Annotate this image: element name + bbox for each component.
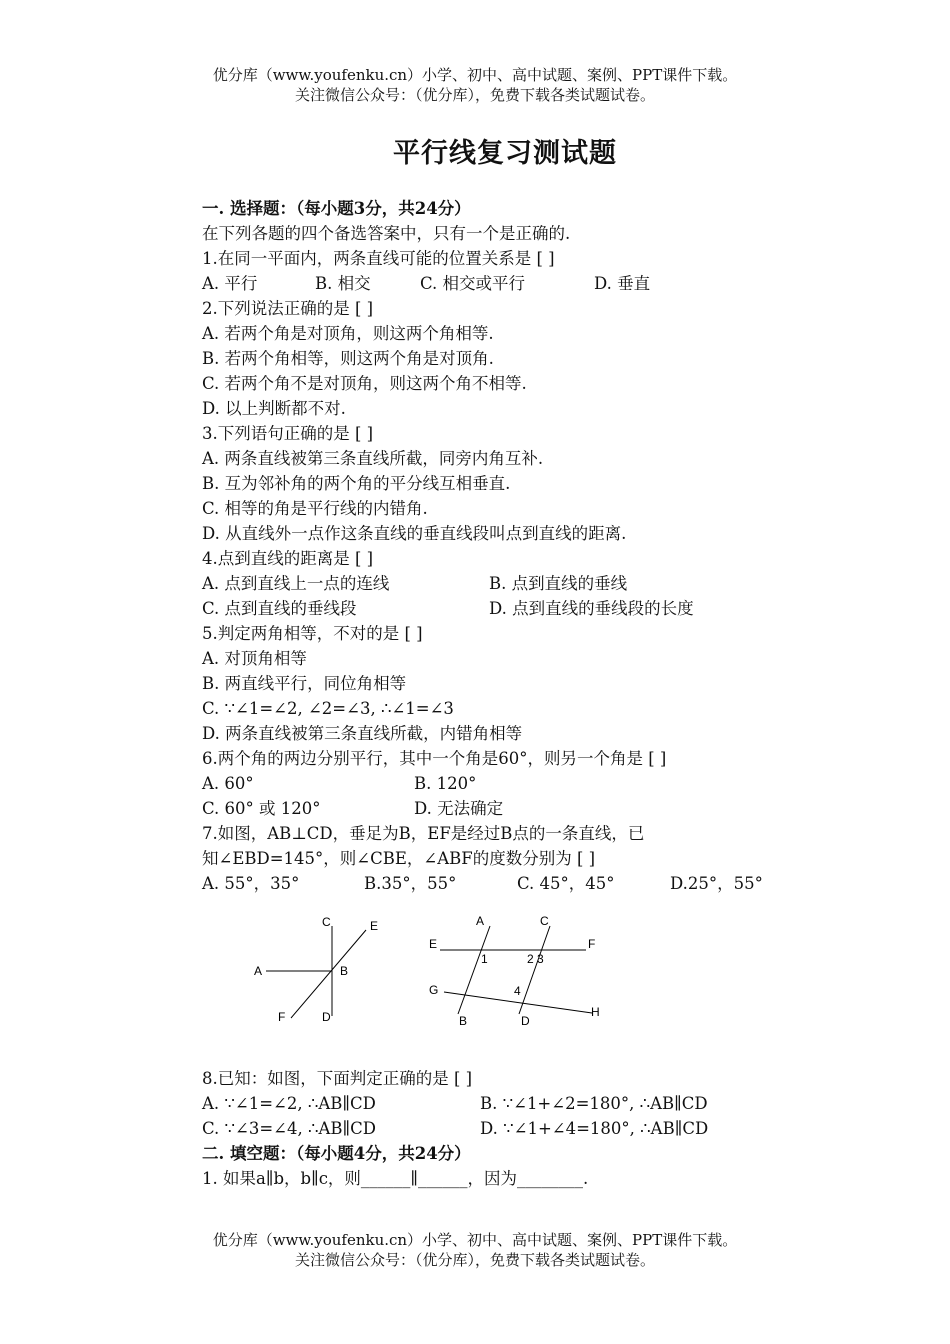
header-line-1: 优分库（www.youfenku.cn）小学、初中、高中试题、案例、PPT课件下载。 [212,66,738,84]
q2-option-a: A. 若两个角是对顶角，则这两个角相等. [202,324,494,343]
figures-row [202,896,822,1066]
q7-option-c: C. 45°，45° [517,874,615,893]
geometry-figures [202,896,822,1066]
q1-option-c: C. 相交或平行 [420,274,526,293]
footer-line-2: 关注微信公众号：（优分库），免费下载各类试题试卷。 [294,1251,655,1269]
q6-option-c: C. 60° 或 120° [202,799,321,818]
q7-option-d: D.25°，55° [670,874,763,893]
figure-1 [254,915,378,1024]
q6-options-row-2 [202,796,822,821]
fig2-label-a: A [476,914,485,928]
q6-option-d: D. 无法确定 [414,799,504,818]
q8-stem: 8.已知：如图，下面判定正确的是 [ ] [202,1069,473,1088]
q6-stem: 6.两个角的两边分别平行，其中一个角是60°，则另一个角是 [ ] [202,749,667,768]
q7-option-a: A. 55°，35° [202,874,300,893]
angle-2-3-label: 2 3 [527,952,544,966]
footer-line-1: 优分库（www.youfenku.cn）小学、初中、高中试题、案例、PPT课件下载。 [212,1231,738,1249]
fig2-label-f: F [588,937,596,951]
page-title: 平行线复习测试题 [393,138,617,169]
q1-option-d: D. 垂直 [594,274,651,293]
q1-option-b: B. 相交 [315,274,371,293]
q8-option-c: C. ∵∠3=∠4, ∴AB∥CD [202,1119,376,1138]
section-2-heading: 二. 填空题：（每小题4分，共24分） [202,1144,471,1163]
fig2-label-e: E [429,937,438,951]
fig1-label-b: B [340,964,349,978]
line-ef [291,930,366,1018]
fig1-label-a: A [254,964,263,978]
q4-option-c: C. 点到直线的垂线段 [202,599,357,618]
fig2-label-d: D [521,1014,530,1028]
q4-stem: 4.点到直线的距离是 [ ] [202,549,374,568]
q6-options-row-1 [202,771,822,796]
q5-stem: 5.判定两角相等，不对的是 [ ] [202,624,423,643]
header-line-2: 关注微信公众号：（优分库），免费下载各类试题试卷。 [294,86,655,104]
page-header [0,65,950,105]
q1-stem: 1.在同一平面内，两条直线可能的位置关系是 [ ] [202,249,555,268]
q2-option-c: C. 若两个角不是对顶角，则这两个角不相等. [202,374,527,393]
q8-options-row-2 [202,1116,822,1141]
section-1-heading: 一. 选择题：（每小题3分，共24分） [202,199,471,218]
fig2-label-h: H [591,1005,600,1019]
q5-option-b: B. 两直线平行，同位角相等 [202,674,407,693]
q8-option-d: D. ∵∠1+∠4=180°, ∴AB∥CD [480,1119,709,1138]
q5-option-c: C. ∵∠1=∠2, ∠2=∠3, ∴∠1=∠3 [202,699,454,718]
fig1-label-d: D [322,1010,331,1024]
q7-stem-line-1: 7.如图，AB⊥CD，垂足为B，EF是经过B点的一条直线，已 [202,824,645,843]
angle-4-label: 4 [514,984,521,998]
section-1-intro: 在下列各题的四个备选答案中，只有一个是正确的. [202,224,571,243]
q6-option-a: A. 60° [202,774,254,793]
q1-options [202,271,822,296]
q3-stem: 3.下列语句正确的是 [ ] [202,424,374,443]
angle-1-label: 1 [481,952,488,966]
q1-option-a: A. 平行 [202,274,258,293]
q8-option-a: A. ∵∠1=∠2, ∴AB∥CD [202,1094,376,1113]
q2-stem: 2.下列说法正确的是 [ ] [202,299,374,318]
fig1-label-e: E [370,919,379,933]
page-footer [0,1230,950,1270]
figure-2 [429,914,600,1028]
line-cd [519,926,550,1014]
fig2-label-c: C [540,914,549,928]
q7-options [202,871,822,896]
q3-option-b: B. 互为邻补角的两个角的平分线互相垂直. [202,474,511,493]
q6-option-b: B. 120° [414,774,477,793]
q7-option-b: B.35°，55° [364,874,457,893]
q3-option-a: A. 两条直线被第三条直线所截，同旁内角互补. [202,449,544,468]
q2-option-d: D. 以上判断都不对. [202,399,346,418]
fill-question-1: 1. 如果a∥b，b∥c，则______∥______，因为________. [202,1169,589,1188]
q4-options-row-1 [202,571,822,596]
q5-option-d: D. 两条直线被第三条直线所截，内错角相等 [202,724,523,743]
q7-stem-line-2: 知∠EBD=145°，则∠CBE，∠ABF的度数分别为 [ ] [202,849,596,868]
fig2-label-b: B [459,1014,468,1028]
q3-option-c: C. 相等的角是平行线的内错角. [202,499,428,518]
fig1-label-f: F [278,1010,286,1024]
exam-body [202,196,822,1191]
fig1-label-c: C [322,915,331,929]
q5-option-a: A. 对顶角相等 [202,649,307,668]
q8-options-row-1 [202,1091,822,1116]
q4-option-d: D. 点到直线的垂线段的长度 [489,599,694,618]
line-ab [458,926,490,1014]
q4-options-row-2 [202,596,822,621]
q8-option-b: B. ∵∠1+∠2=180°, ∴AB∥CD [480,1094,708,1113]
q3-option-d: D. 从直线外一点作这条直线的垂直线段叫点到直线的距离. [202,524,627,543]
q4-option-a: A. 点到直线上一点的连线 [202,574,390,593]
q4-option-b: B. 点到直线的垂线 [489,574,628,593]
fig2-label-g: G [429,983,439,997]
q2-option-b: B. 若两个角相等，则这两个角是对顶角. [202,349,494,368]
